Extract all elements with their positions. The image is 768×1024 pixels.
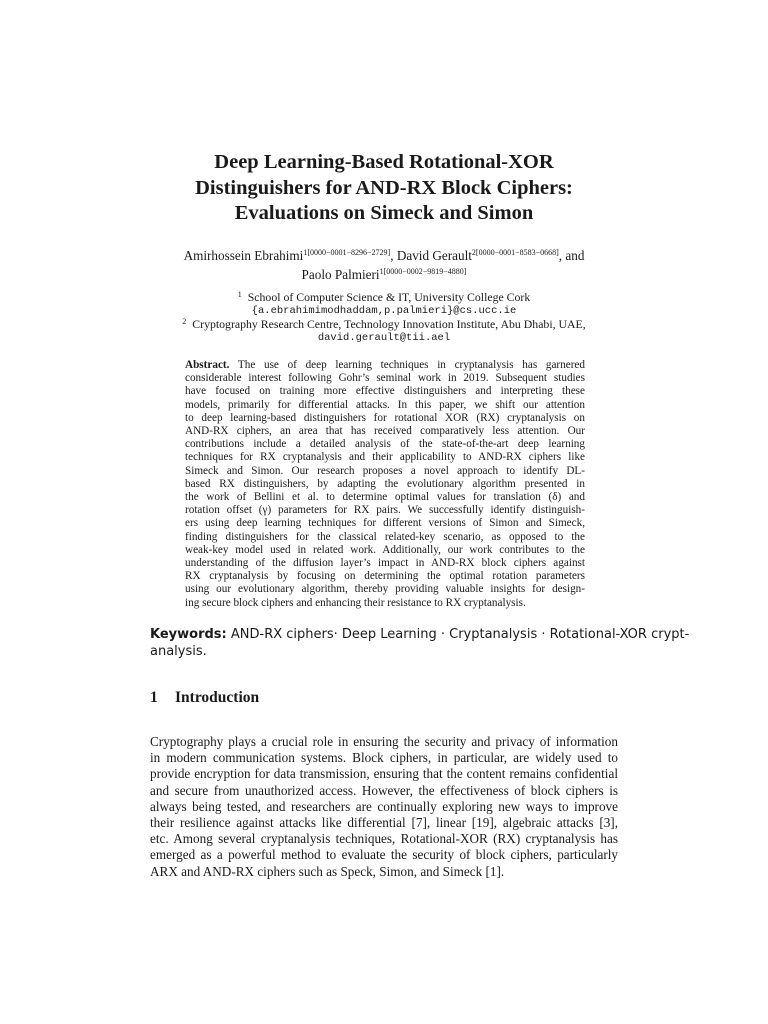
affiliations bbox=[100, 291, 668, 345]
author-affiliation-mark: 1 bbox=[379, 267, 384, 276]
abstract-line: AND-RX ciphers, an area that has received comparatively less attention. Our bbox=[185, 425, 585, 438]
paragraph-line: in modern communication systems. Block ciphers, in particular, are widely used to bbox=[150, 750, 618, 766]
author-line-1 bbox=[100, 246, 668, 265]
affiliation-email: {a.ebrahimimodhaddam,p.palmieri}@cs.ucc.ie bbox=[251, 304, 517, 317]
abstract-line: understanding of the diffusion layer’s impact in AND-RX block ciphers against bbox=[185, 557, 585, 570]
abstract-line: the work of Bellini et al. to determine optimal values for translation (δ) and bbox=[185, 491, 585, 504]
paragraph-line: provide encryption for data transmission, ensuring that the content remains confidential bbox=[150, 766, 618, 782]
abstract-line: ers using deep learning techniques for different versions of Simon and Simeck, bbox=[185, 517, 585, 530]
abstract-line: considerable interest following Gohr’s seminal work in 2019. Subsequent studies bbox=[185, 372, 585, 385]
keywords-line bbox=[150, 626, 690, 643]
abstract-line: to deep learning-based distinguishers for rotational XOR (RX) cryptanalysis on bbox=[185, 411, 585, 424]
affiliation-line bbox=[100, 291, 668, 305]
affiliation-number: 2 bbox=[182, 317, 187, 326]
abstract bbox=[185, 359, 585, 610]
author-name: David Gerault bbox=[396, 248, 472, 263]
author-line-2 bbox=[100, 265, 668, 284]
abstract-line bbox=[185, 359, 585, 372]
keywords bbox=[150, 626, 690, 660]
author-list bbox=[100, 246, 668, 284]
abstract-text: The use of deep learning techniques in cryptanalysis has garnered bbox=[237, 359, 585, 371]
abstract-line: weak-key model used in related work. Additionally, our work contributes to the bbox=[185, 543, 585, 556]
paragraph-line: and secure from unauthorized access. However, the effectiveness of block ciphers is bbox=[150, 782, 618, 798]
author-separator: , bbox=[390, 248, 397, 263]
section-number: 1 bbox=[150, 689, 158, 706]
author-orcid: [0000−0001−8583−0668] bbox=[475, 248, 559, 257]
affiliation-email: david.gerault@tii.ael bbox=[317, 331, 451, 344]
abstract-line: finding distinguishers for the classical related-key scenario, as opposed to the bbox=[185, 530, 585, 543]
abstract-line: techniques for RX cryptanalysis and their applicability to AND-RX ciphers like bbox=[185, 451, 585, 464]
author-orcid: [0000−0001−8296−2729] bbox=[307, 248, 391, 257]
abstract-line: ing secure block ciphers and enhancing their resistance to RX cryptanalysis. bbox=[185, 596, 526, 609]
abstract-line: Simeck and Simon. Our research proposes a novel approach to identify DL- bbox=[185, 464, 585, 477]
author-name: Paolo Palmieri bbox=[301, 267, 380, 282]
abstract-line: based RX distinguishers, by adapting the evolutionary algorithm presented in bbox=[185, 477, 585, 490]
abstract-label: Abstract. bbox=[185, 359, 230, 371]
abstract-line: rotation offset (γ) parameters for RX pairs. We successfully identify distinguish- bbox=[185, 504, 585, 517]
paragraph-line: emerged as a powerful method to evaluate the security of block ciphers, particularly bbox=[150, 847, 618, 863]
introduction-paragraph bbox=[150, 734, 618, 880]
abstract-line: models, primarily for differential attacks. In this paper, we shift our attention bbox=[185, 398, 585, 411]
paragraph-line: Cryptography plays a crucial role in ensuring the security and privacy of information bbox=[150, 734, 618, 749]
abstract-line: using our evolutionary algorithm, thereby providing valuable insights for design- bbox=[185, 583, 585, 596]
section-title: Introduction bbox=[175, 689, 260, 706]
affiliation-text: School of Computer Science & IT, University College Cork bbox=[247, 290, 531, 304]
keywords-text: AND-RX ciphers· Deep Learning · Cryptanalysis · Rotational-XOR crypt- bbox=[230, 627, 690, 642]
abstract-line: contributions include a detailed analysis of the state-of-the-art deep learning bbox=[185, 438, 585, 451]
paragraph-line: always being tested, and researchers are continually exploring new ways to improve bbox=[150, 798, 618, 814]
author-separator: , and bbox=[558, 248, 585, 263]
paragraph-line: ARX and AND-RX ciphers such as Speck, Simon, and Simeck [1]. bbox=[150, 863, 505, 879]
author-orcid: [0000−0002−9819−4880] bbox=[383, 267, 467, 276]
keywords-label: Keywords: bbox=[150, 627, 227, 642]
title-line: Distinguishers for AND-RX Block Ciphers: bbox=[195, 176, 573, 199]
section-heading bbox=[150, 689, 259, 707]
affiliation-text: Cryptography Research Centre, Technology Innovation Institute, Abu Dhabi, UAE, bbox=[192, 317, 586, 331]
affiliation-number: 1 bbox=[237, 290, 242, 299]
paper-title bbox=[120, 150, 648, 227]
author-affiliation-mark: 1 bbox=[303, 248, 308, 257]
abstract-line: RX cryptanalysis by focusing on determining the optimal rotation parameters bbox=[185, 570, 585, 583]
paragraph-line: etc. Among several cryptanalysis techniques, Rotational-XOR (RX) cryptanalysis has bbox=[150, 831, 618, 847]
paragraph-line: their resilience against attacks like differential [7], linear [19], algebraic attacks [3], bbox=[150, 815, 618, 831]
author-name: Amirhossein Ebrahimi bbox=[183, 248, 304, 263]
abstract-line: have focused on training more effective distinguishers and interpreting these bbox=[185, 385, 585, 398]
affiliation-line bbox=[100, 318, 668, 332]
keywords-line: analysis. bbox=[150, 644, 207, 659]
title-line: Deep Learning-Based Rotational-XOR bbox=[214, 151, 554, 173]
title-line: Evaluations on Simeck and Simon bbox=[234, 202, 534, 224]
author-affiliation-mark: 2 bbox=[471, 248, 476, 257]
